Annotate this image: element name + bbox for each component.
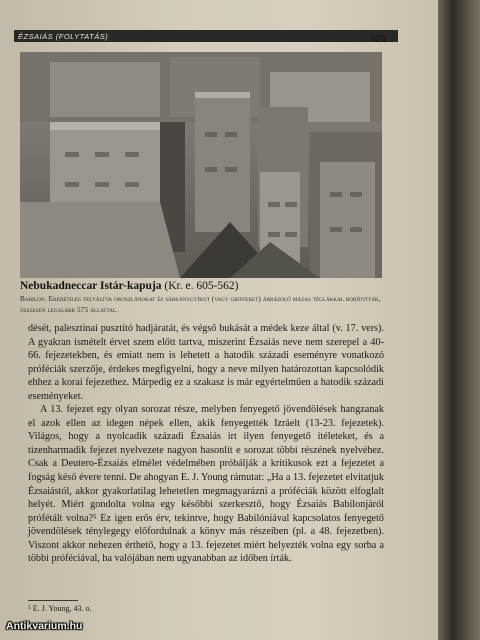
photo-illustration	[20, 52, 382, 278]
watermark: Antikvarium.hu	[6, 620, 83, 632]
figure-title	[20, 280, 239, 292]
running-header	[14, 30, 398, 42]
book-spine	[438, 0, 480, 640]
ishtar-gate-photo	[20, 52, 382, 278]
running-title: ÉZSAIÁS (FOLYTATÁS)	[18, 31, 109, 41]
paragraph-2: A 13. fejezet egy olyan sorozat része, melyben fenyegető jövendölések hangzanak el azok ellen az idegen népek ellen, akik fenyegették Izráelt (13-23. fejezetek). Világos, hogy a nyolcadik századi Ézsaiás irt ilyen fenyegető ítéleteket, és a tizenharmadik fejezet nyelvezete nagyon hasonlít e sorozat többi részének nyelvéhez. Csak a Deutero-Ézsaiás elmélet védelmében próbálják a kritikusok ezt a fejezetet a fogság késő évere tenni. De ahogyan E. J. Young rámutat: „Ha a 13. fejezetet elvitatjuk Ézsaiástól, akkor gyakorlatilag lehetetlen megmagyarázni a próféciák között elfoglalt helyét. Miért gondolta volna egy későbbi szerkesztő, hogy Ézsaiás Babilonjáról prófétált volna?⁵ Ez igen erős érv, tekintve, hogy Babilóniával kapcsolatos fenyegető jövendölések ténylegegy előfordulnak a könyv más részeiben (pl. a 48. fejezetben). Viszont akkor nehezen érthető, hogy a 13. fejezetet miért helyezték volna egy sorba a többi próféciával, ha valójában nem ugyanabban az időben írták.	[28, 404, 384, 565]
body-text	[28, 322, 384, 566]
figure-title-dates: (Kr. e. 605-562)	[161, 280, 239, 292]
paragraph-1: dését, palesztinai pusztító hadjáratát, és végső bukását a médek keze által (v. 17. vers). A gyakran ismételt érvet szem előtt tartva, miszerint Ézsaiás neve nem szerepel a 40-66. fejezetekben, és emiatt nem is lehetett a hatodik századi eseményre vonatkozó próféciák szerzője, érdekes megfigyelni, hogy a neve milyen határozottan kapcsolódik ehhez a korai fejezethez. Márpedig ez a szakasz is már egyértelműen a hatodik századi eseményeket.	[28, 323, 384, 402]
footnote-divider	[28, 600, 78, 601]
footnote: ⁵ E. J. Young, 43. o.	[28, 604, 92, 613]
figure-title-bold: Nebukadneccar Istár-kapuja	[20, 280, 162, 292]
page-number: 421	[370, 34, 387, 45]
figure-caption: Babilon. Eredetileg felváltva oroszlánokat és sárkánygyíkot (vagy griffeket) ábrázoló mázas téglákkal borították, összesen legalább 575 állattal.	[20, 294, 381, 314]
